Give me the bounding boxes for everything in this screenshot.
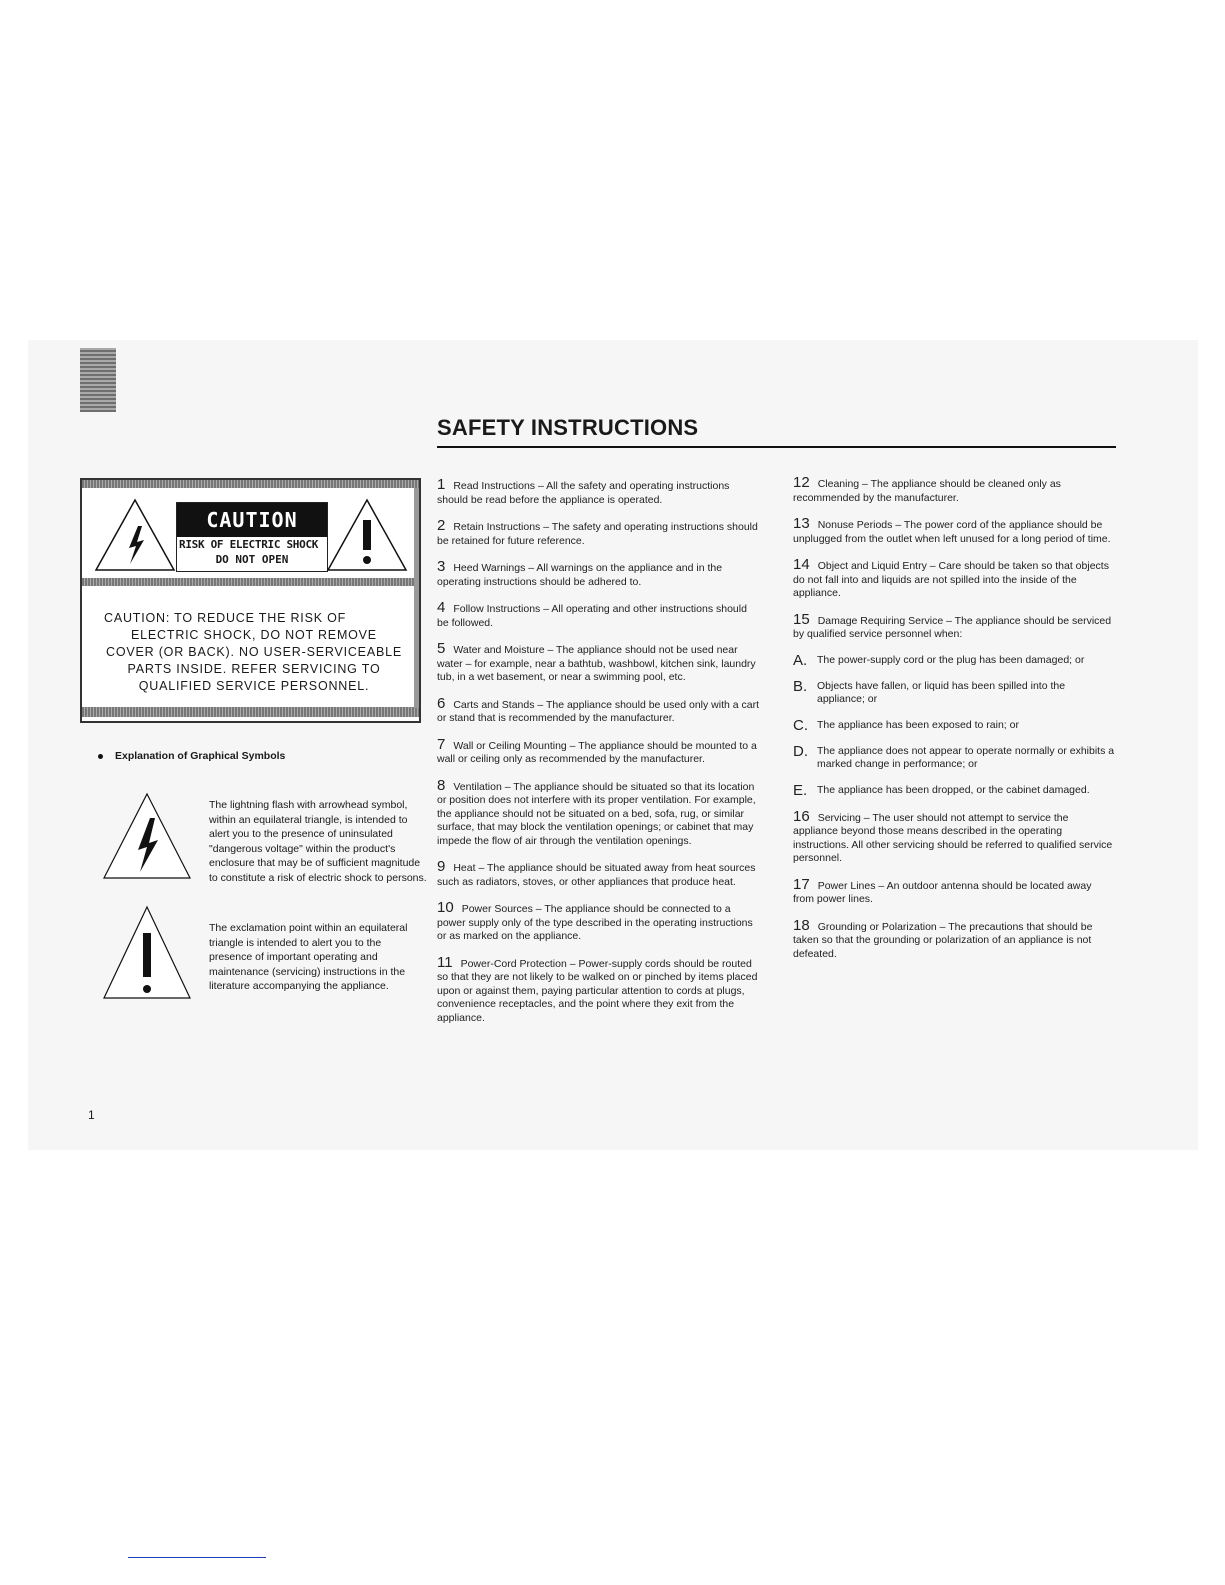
instruction-item: [793, 875, 1115, 907]
damage-condition-letter: D.: [793, 742, 808, 760]
damage-condition-text: The power-supply cord or the plug has been damaged; or: [817, 653, 1085, 666]
instruction-item: [437, 642, 759, 685]
symbols-heading: [98, 750, 285, 762]
damage-condition-item: [793, 742, 1115, 772]
instruction-text: Carts and Stands – The appliance should be used only with a cart or stand that is recommended by the manufacturer.: [437, 698, 760, 724]
caution-message-line: COVER (OR BACK). NO USER-SERVICEABLE: [106, 645, 402, 659]
instruction-item: [793, 610, 1115, 642]
instruction-text: Wall or Ceiling Mounting – The appliance should be mounted to a wall or ceiling only as recommended by the manufacturer.: [437, 739, 757, 765]
page-number: 1: [88, 1108, 95, 1122]
instruction-item: [437, 601, 759, 630]
instruction-number: 8: [437, 776, 446, 794]
section-tab-marker: [80, 348, 116, 412]
lightning-warning-icon: [94, 498, 176, 572]
instruction-text: Heed Warnings – All warnings on the appliance and in the operating instructions should be adhered to.: [437, 562, 723, 588]
caution-box-side-strip: [414, 488, 419, 708]
caution-box-bottom-strip: [82, 707, 419, 717]
instruction-number: 14: [793, 556, 810, 573]
caution-box-mid-strip: [82, 578, 419, 586]
instruction-item: [437, 519, 759, 548]
symbols-heading-text: Explanation of Graphical Symbols: [115, 750, 286, 762]
instruction-text: Follow Instructions – All operating and other instructions should be followed.: [437, 603, 747, 629]
lightning-symbol-description: The lightning flash with arrowhead symbol, within an equilateral triangle, is intended to alert you to the presence of uninsulated "dangerous voltage" within the product's enclosure that may be of sufficient magnitude to constitute a risk of electric shock to persons.: [209, 799, 427, 884]
damage-condition-text: The appliance has been dropped, or the cabinet damaged.: [817, 783, 1090, 796]
instruction-number: 16: [793, 807, 810, 825]
instruction-item: [437, 560, 759, 589]
instruction-item: [437, 478, 759, 507]
caution-message-line: QUALIFIED SERVICE PERSONNEL.: [138, 679, 370, 693]
instruction-number: 12: [793, 474, 810, 491]
instruction-number: 13: [793, 515, 810, 532]
instruction-text: Retain Instructions – The safety and operating instructions should be retained for future reference.: [437, 521, 758, 547]
damage-condition-letter: B.: [793, 677, 808, 695]
caution-box: [80, 478, 421, 723]
instruction-text: Read Instructions – All the safety and operating instructions should be read before the appliance is operated.: [437, 480, 730, 506]
damage-condition-item: [793, 677, 1115, 707]
damage-condition-letter: C.: [793, 716, 808, 734]
caution-message-line: PARTS INSIDE. REFER SERVICING TO: [127, 662, 381, 676]
caution-message: [104, 610, 404, 695]
instruction-text: Water and Moisture – The appliance should not be used near water – for example, near a bathtub, washbowl, kitchen sink, laundry tub, in a wet basement, or near a swimming pool, etc.: [437, 644, 756, 683]
exclamation-symbol-description: The exclamation point within an equilateral triangle is intended to alert you to the presence of important operating and maintenance (servicing) instructions in the literature accompanying the appliance.: [209, 922, 408, 993]
instruction-item: [793, 517, 1115, 546]
instruction-number: 9: [437, 858, 446, 875]
instruction-number: 1: [437, 476, 446, 493]
instruction-item: [793, 916, 1115, 962]
instruction-text: Ventilation – The appliance should be situated so that its location or position does not interfere with its proper ventilation. For example, the appliance should not be situated on a bed, sofa, rug, or similar surface, that may block the ventilation openings; or cabinet that may impede the flow of air through the ventilation openings.: [437, 780, 756, 847]
caution-label: [176, 502, 328, 572]
instruction-number: 5: [437, 640, 446, 657]
damage-condition-letter: A.: [793, 651, 808, 669]
instruction-text: Power Lines – An outdoor antenna should be located away from power lines.: [793, 879, 1092, 905]
damage-condition-item: [793, 781, 1115, 799]
link-underline: [128, 1557, 266, 1558]
damage-condition-text: The appliance has been exposed to rain; or: [817, 718, 1019, 731]
instruction-text: Power Sources – The appliance should be connected to a power supply only of the type described in the operating instructions or as marked on the appliance.: [437, 903, 753, 942]
damage-condition-text: The appliance does not appear to operate normally or exhibits a marked change in performance; or: [817, 744, 1115, 770]
instruction-text: Nonuse Periods – The power cord of the appliance should be unplugged from the outlet when left unused for a long period of time.: [793, 519, 1111, 545]
instruction-item: [437, 901, 759, 944]
damage-condition-item: [793, 651, 1115, 669]
instruction-number: 7: [437, 735, 446, 753]
instructions-column-1: [437, 478, 759, 1037]
instruction-number: 10: [437, 899, 454, 916]
instruction-number: 2: [437, 517, 446, 534]
instruction-item: [437, 735, 759, 767]
page-title: SAFETY INSTRUCTIONS: [437, 415, 699, 440]
instruction-number: 4: [437, 599, 446, 616]
lightning-symbol-icon: [102, 792, 192, 880]
title-underline: [437, 446, 1116, 448]
bullet-icon: [98, 754, 103, 759]
instruction-text: Cleaning – The appliance should be cleaned only as recommended by the manufacturer.: [793, 478, 1061, 504]
instruction-item: [793, 807, 1115, 866]
instruction-text: Damage Requiring Service – The appliance should be serviced by qualified service personnel when:: [793, 614, 1112, 640]
caution-message-line: ELECTRIC SHOCK, DO NOT REMOVE: [131, 628, 377, 642]
instruction-number: 11: [437, 953, 453, 971]
damage-condition-text: Objects have fallen, or liquid has been spilled into the appliance; or: [817, 679, 1066, 705]
instruction-text: Object and Liquid Entry – Care should be taken so that objects do not fall into and liquids are not spilled into the inside of the appliance.: [793, 560, 1109, 599]
instruction-text: Servicing – The user should not attempt to service the appliance beyond those means described in the operating instructions. All other servicing should be referred to qualified service personnel.: [793, 811, 1113, 864]
instructions-column-2: [793, 476, 1115, 973]
instruction-item: [437, 860, 759, 889]
instruction-item: [793, 476, 1115, 505]
caution-box-top-strip: [82, 480, 419, 488]
damage-condition-item: [793, 716, 1115, 734]
caution-label-line2: DO NOT OPEN: [215, 553, 289, 566]
instruction-text: Power-Cord Protection – Power-supply cords should be routed so that they are not likely to be walked on or pinched by items placed upon or against them, paying particular attention to cords at plugs, convenience receptacles, and the point where they exit from the appliance.: [437, 957, 758, 1024]
instruction-number: 6: [437, 694, 446, 712]
instruction-number: 18: [793, 916, 810, 934]
caution-label-line1: RISK OF ELECTRIC SHOCK: [179, 538, 319, 551]
instruction-text: Heat – The appliance should be situated away from heat sources such as radiators, stoves, or other appliances that produce heat.: [437, 862, 756, 888]
instruction-number: 15: [793, 610, 810, 628]
instruction-item: [437, 694, 760, 726]
instruction-text: Grounding or Polarization – The precautions that should be taken so that the grounding or polarization of an appliance is not defeated.: [793, 920, 1093, 960]
damage-condition-letter: E.: [793, 781, 808, 799]
instruction-item: [437, 953, 759, 1026]
exclamation-warning-icon: [326, 498, 408, 572]
exclamation-symbol-icon: [102, 905, 192, 1000]
caution-message-line: CAUTION: TO REDUCE THE RISK OF: [104, 611, 347, 625]
caution-label-title: CAUTION: [177, 503, 327, 537]
instruction-number: 17: [793, 875, 810, 893]
instruction-item: [437, 776, 759, 849]
instruction-number: 3: [437, 558, 446, 575]
instruction-item: [793, 558, 1115, 601]
